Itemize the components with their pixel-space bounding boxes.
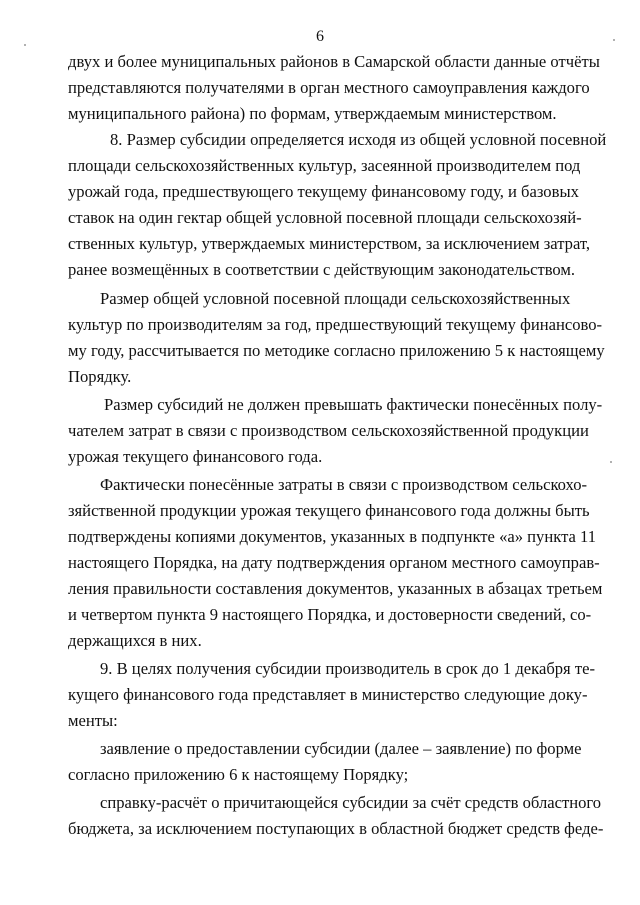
text-line: представляются получателями в орган местного самоуправления каждого: [68, 78, 590, 97]
scan-speck: [24, 44, 26, 46]
text-line: му году, рассчитывается по методике согласно приложению 5 к настоящему: [68, 341, 605, 360]
text-line: урожая текущего финансового года.: [68, 447, 323, 466]
text-line: урожай года, предшествующего текущему финансовому году, и базовых: [68, 182, 579, 201]
text-line: кущего финансового года представляет в министерство следующие доку-: [68, 685, 588, 704]
text-line: двух и более муниципальных районов в Самарской области данные отчёты: [68, 52, 600, 71]
text-line: и четвертом пункта 9 настоящего Порядка, и достоверности сведений, со-: [68, 605, 592, 624]
text-line: бюджета, за исключением поступающих в областной бюджет средств феде-: [68, 819, 604, 838]
text-line: Порядку.: [68, 367, 132, 386]
text-line: заявление о предоставлении субсидии (далее – заявление) по форме: [100, 739, 582, 758]
text-line: ставок на один гектар общей условной посевной площади сельскохозяй-: [68, 208, 582, 227]
text-line: Фактически понесённые затраты в связи с производством сельскохо-: [100, 475, 588, 494]
text-line: настоящего Порядка, на дату подтверждения органом местного самоуправ-: [68, 553, 600, 572]
text-line: культур по производителям за год, предшествующий текущему финансово-: [68, 315, 603, 334]
text-line: 8. Размер субсидии определяется исходя из общей условной посевной: [110, 130, 607, 149]
text-line: муниципального района) по формам, утверждаемым министерством.: [68, 104, 557, 123]
text-line: 9. В целях получения субсидии производитель в срок до 1 декабря те-: [100, 659, 595, 678]
text-line: зяйственной продукции урожая текущего финансового года должны быть: [68, 501, 590, 520]
text-line: ления правильности составления документов, указанных в абзацах третьем: [68, 579, 603, 598]
scan-speck: [613, 39, 615, 41]
text-line: Размер субсидий не должен превышать фактически понесённых полу-: [104, 395, 603, 414]
text-line: ственных культур, утверждаемых министерством, за исключением затрат,: [68, 234, 591, 253]
scan-speck: [610, 461, 612, 463]
text-line: подтверждены копиями документов, указанных в подпункте «а» пункта 11: [68, 527, 597, 546]
text-line: менты:: [68, 711, 118, 730]
text-line: держащихся в них.: [68, 631, 202, 650]
text-line: площади сельскохозяйственных культур, засеянной производителем под: [68, 156, 581, 175]
text-line: справку-расчёт о причитающейся субсидии за счёт средств областного: [100, 793, 602, 812]
text-line: согласно приложению 6 к настоящему Порядку;: [68, 765, 409, 784]
text-line: ранее возмещённых в соответствии с действующим законодательством.: [68, 260, 576, 279]
text-line: чателем затрат в связи с производством сельскохозяйственной продукции: [68, 421, 589, 440]
text-line: Размер общей условной посевной площади сельскохозяйственных: [100, 289, 571, 308]
page-number: 6: [316, 28, 324, 45]
